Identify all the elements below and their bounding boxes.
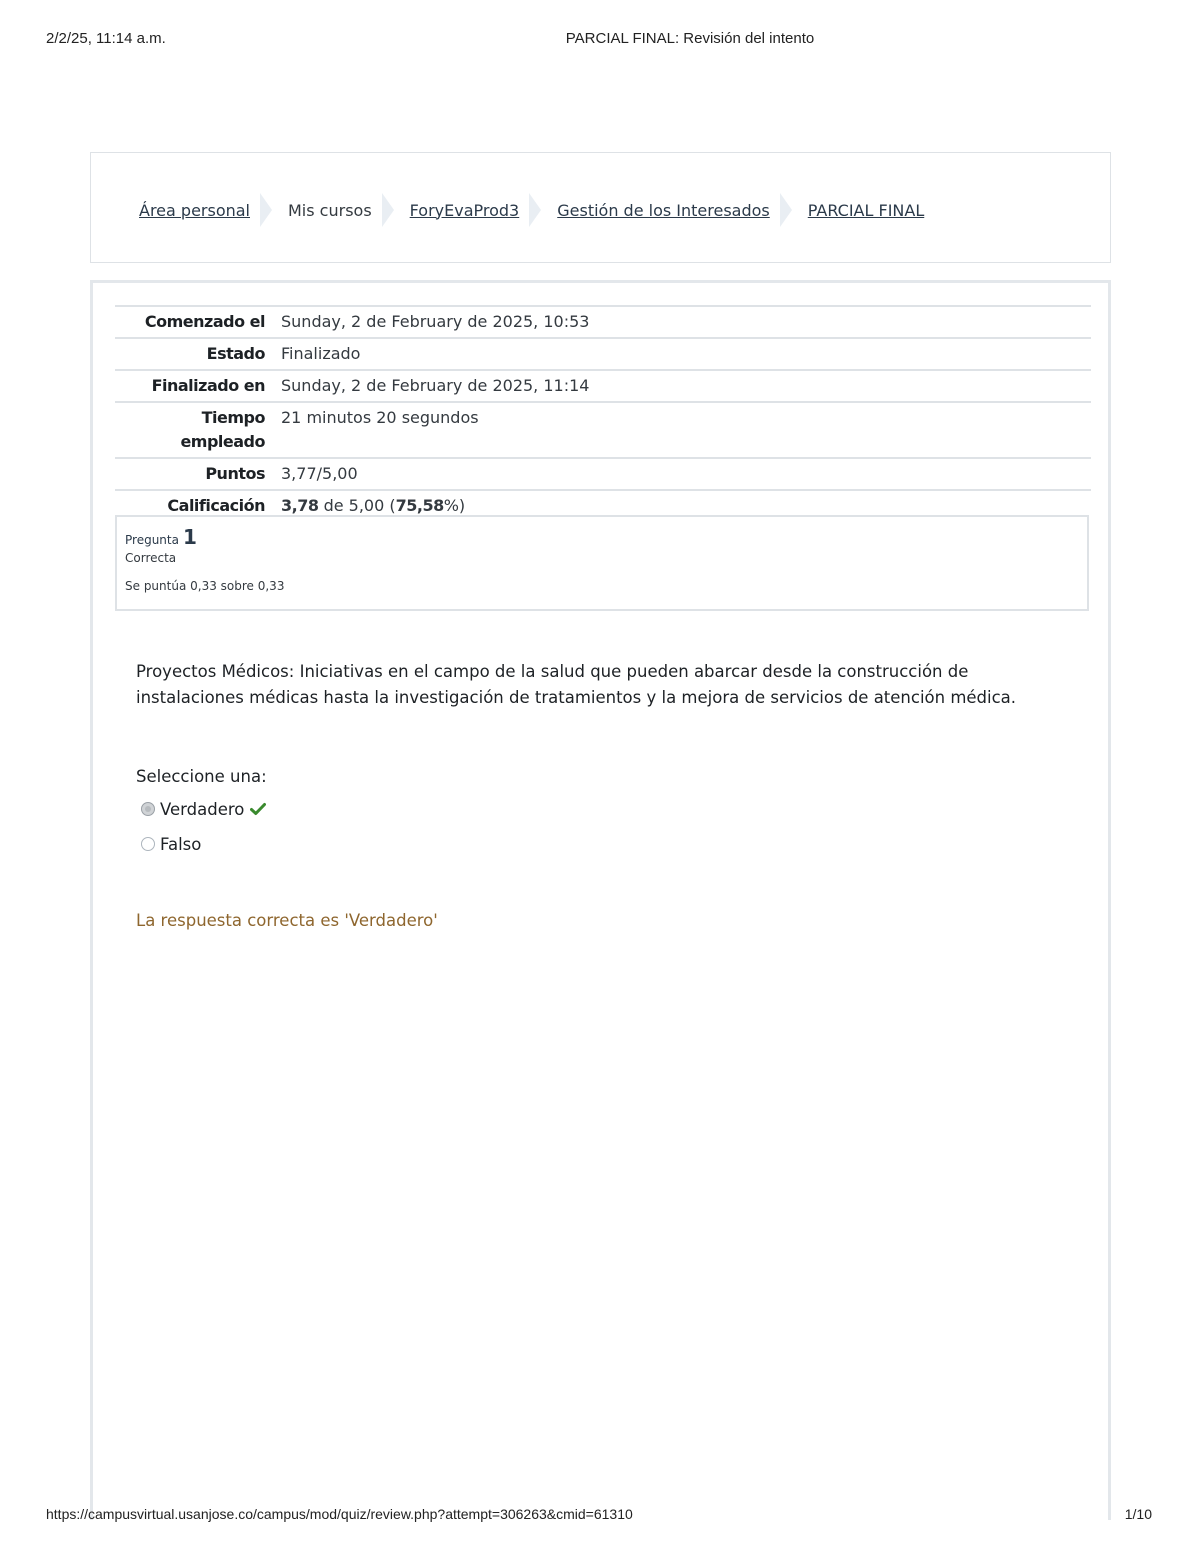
breadcrumb-separator-icon — [780, 193, 794, 227]
summary-value: Sunday, 2 de February de 2025, 11:14 — [281, 376, 590, 395]
breadcrumb-separator-icon — [382, 193, 396, 227]
question-number-value: 1 — [182, 525, 197, 549]
summary-value: 21 minutos 20 segundos — [281, 408, 479, 427]
summary-row-started — [115, 306, 1091, 338]
question-text: Proyectos Médicos: Iniciativas en el campo de la salud que pueden abarcar desde la construcción de instalaciones médicas hasta la investigación de tratamientos y la mejora de servicios de atención médica. — [136, 662, 1017, 707]
question-number — [125, 523, 1079, 547]
print-page-number: 1/10 — [1124, 1506, 1152, 1522]
attempt-summary-table — [115, 305, 1091, 521]
summary-row-time — [115, 402, 1091, 458]
print-footer — [0, 1506, 1200, 1526]
summary-label: Tiempo empleado — [180, 408, 265, 451]
breadcrumb-item-area-personal[interactable]: Área personal — [139, 200, 250, 220]
grade-suffix: %) — [443, 496, 466, 515]
question-grade: Se puntúa 0,33 sobre 0,33 — [125, 579, 285, 593]
summary-row-state — [115, 338, 1091, 370]
breadcrumb-separator-icon — [260, 193, 274, 227]
answer-option-falso[interactable] — [141, 833, 201, 855]
main-content — [90, 280, 1111, 1520]
breadcrumb-item-mis-cursos: Mis cursos — [288, 200, 372, 220]
breadcrumb-item-quiz[interactable]: PARCIAL FINAL — [807, 200, 925, 220]
breadcrumb — [139, 193, 924, 227]
question-label: Pregunta — [125, 533, 179, 547]
question-state: Correcta — [125, 551, 177, 565]
print-url: https://campusvirtual.usanjose.co/campus/mod/quiz/review.php?attempt=306263&cmid=61310 — [46, 1506, 633, 1522]
answer-option-verdadero[interactable] — [141, 798, 266, 820]
question-info — [115, 515, 1089, 611]
summary-label: Estado — [206, 344, 265, 363]
summary-row-points — [115, 458, 1091, 490]
summary-value: Sunday, 2 de February de 2025, 10:53 — [281, 312, 590, 331]
radio-button-checked[interactable] — [141, 802, 155, 816]
summary-row-finished — [115, 370, 1091, 402]
summary-label: Finalizado en — [151, 376, 265, 395]
grade-middle: de 5,00 ( — [318, 496, 396, 515]
grade-score: 3,78 — [281, 496, 319, 515]
breadcrumb-item-section[interactable]: Gestión de los Interesados — [557, 200, 770, 220]
correct-answer-feedback: La respuesta correcta es 'Verdadero' — [136, 911, 438, 930]
print-header — [0, 30, 1200, 50]
breadcrumb-item-course[interactable]: ForyEvaProd3 — [409, 200, 520, 220]
answer-option-label: Falso — [160, 834, 202, 854]
summary-label: Puntos — [205, 464, 265, 483]
radio-button[interactable] — [141, 837, 155, 851]
summary-label: Comenzado el — [144, 312, 265, 331]
answer-option-label: Verdadero — [160, 799, 245, 819]
grade-percent: 75,58 — [395, 496, 444, 515]
summary-value: 3,77/5,00 — [281, 464, 358, 483]
print-title: PARCIAL FINAL: Revisión del intento — [565, 30, 815, 47]
answer-prompt: Seleccione una: — [136, 767, 267, 786]
print-date: 2/2/25, 11:14 a.m. — [46, 30, 166, 47]
breadcrumb-container — [90, 152, 1111, 263]
breadcrumb-separator-icon — [529, 193, 543, 227]
correct-check-icon — [250, 802, 266, 816]
summary-value: Finalizado — [281, 344, 361, 363]
summary-label: Calificación — [167, 496, 265, 515]
